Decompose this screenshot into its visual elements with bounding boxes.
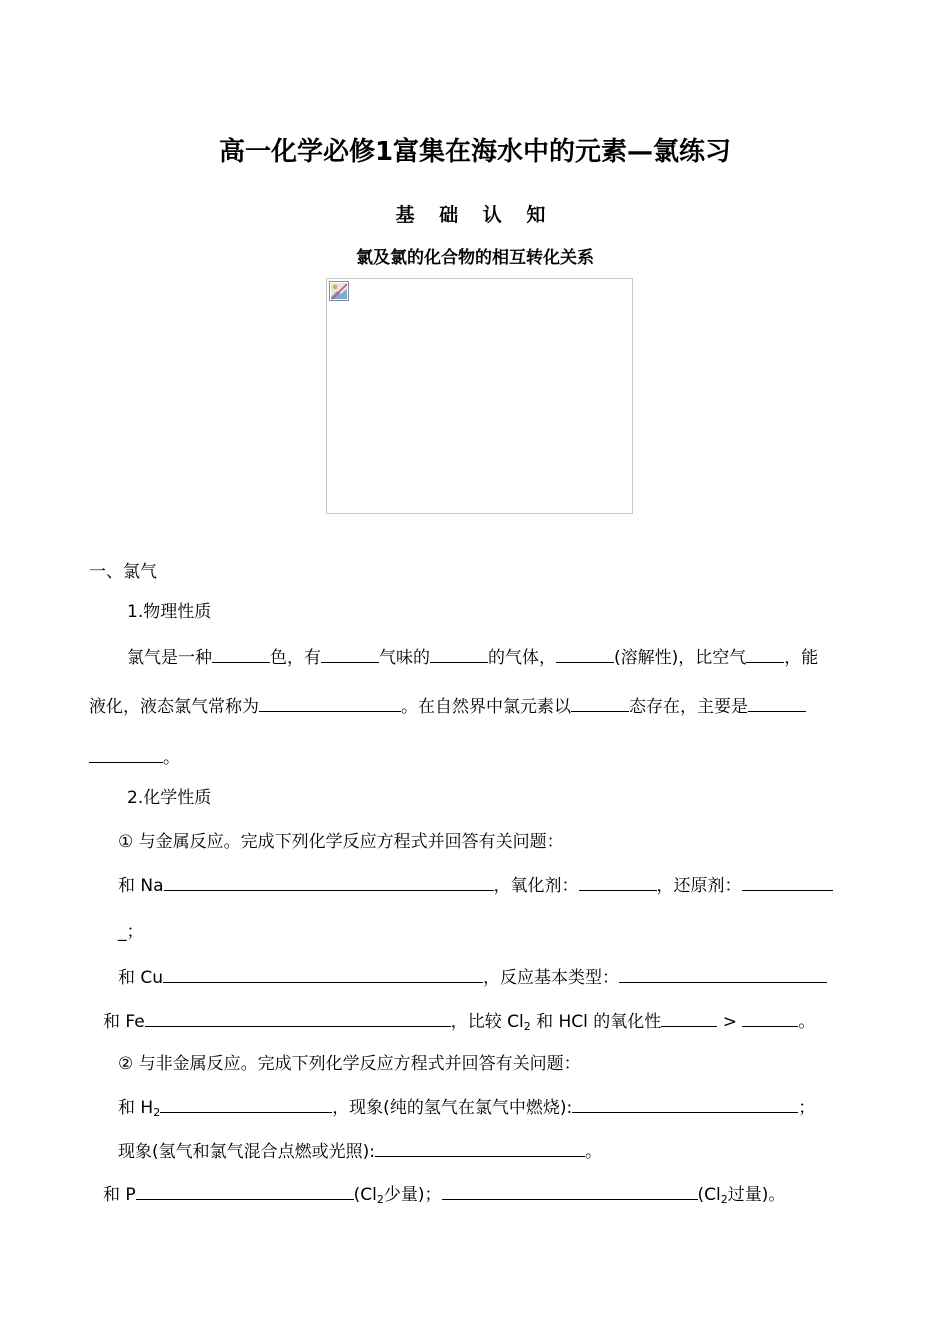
subscript: 2 bbox=[153, 1106, 161, 1119]
text-segment: 和 HCl 的氧化性 bbox=[530, 1012, 662, 1032]
text-segment: 态存在，主要是 bbox=[629, 697, 748, 717]
reaction-with-cu bbox=[118, 965, 827, 989]
subscript: 2 bbox=[376, 1193, 384, 1206]
document-title: 高一化学必修1富集在海水中的元素—氯练习 bbox=[218, 137, 732, 167]
text-segment: 和 H bbox=[118, 1098, 154, 1118]
text-segment: 液化，液态氯气常称为 bbox=[89, 697, 259, 717]
text-segment: ，反应基本类型： bbox=[483, 968, 620, 988]
section-heading-chlorine: 一、氯气 bbox=[89, 562, 157, 582]
subscript: 2 bbox=[523, 1020, 531, 1033]
answer-blank-p-less-cl2[interactable] bbox=[136, 1182, 354, 1200]
physical-properties-heading: 1.物理性质 bbox=[127, 602, 212, 622]
text-segment: 。 bbox=[798, 1012, 816, 1032]
text-segment: 气味的 bbox=[379, 648, 430, 668]
answer-blank-na-equation[interactable] bbox=[164, 873, 494, 891]
text-segment: 少量)； bbox=[383, 1185, 442, 1205]
text-segment: 和 P bbox=[103, 1185, 136, 1205]
diagram-image-placeholder bbox=[326, 278, 633, 514]
nonmetal-reaction-intro: ② 与非金属反应。完成下列化学反应方程式并回答有关问题： bbox=[118, 1054, 581, 1074]
answer-blank-stronger-oxidant[interactable] bbox=[661, 1009, 717, 1027]
reaction-with-p bbox=[103, 1182, 785, 1206]
text-segment: (Cl bbox=[697, 1185, 721, 1205]
text-segment: 现象(氢气和氯气混合点燃或光照): bbox=[118, 1142, 375, 1162]
diagram-caption: 氯及氯的化合物的相互转化关系 bbox=[356, 248, 594, 268]
text-segment: 过量)。 bbox=[727, 1185, 786, 1205]
text-segment: ，能 bbox=[784, 648, 819, 668]
answer-blank-property[interactable] bbox=[430, 645, 488, 663]
answer-blank-h2-phenomenon[interactable] bbox=[572, 1095, 798, 1113]
text-segment: (Cl bbox=[353, 1185, 377, 1205]
answer-blank-h2-equation[interactable] bbox=[160, 1095, 332, 1113]
text-segment: 和 Na bbox=[118, 876, 164, 896]
answer-blank-cu-equation[interactable] bbox=[163, 965, 483, 983]
answer-blank-solubility[interactable] bbox=[556, 645, 614, 663]
answer-blank-liquid-chlorine[interactable] bbox=[259, 694, 401, 712]
text-segment: 氯气是一种 bbox=[127, 648, 212, 668]
answer-blank-na-reductant[interactable] bbox=[742, 873, 833, 891]
physical-property-line-2 bbox=[89, 694, 806, 718]
answer-blank-mixture-phenomenon[interactable] bbox=[375, 1139, 585, 1157]
answer-blank-main-form[interactable] bbox=[748, 694, 806, 712]
text-segment: ，比较 Cl bbox=[450, 1012, 524, 1032]
text-segment: (溶解性)，比空气 bbox=[614, 648, 747, 668]
mixture-phenomenon bbox=[118, 1139, 602, 1163]
answer-blank-fe-equation[interactable] bbox=[145, 1009, 451, 1027]
answer-blank-odor[interactable] bbox=[321, 645, 379, 663]
metal-reaction-intro: ① 与金属反应。完成下列化学反应方程式并回答有关问题： bbox=[118, 832, 564, 852]
reaction-with-h2 bbox=[118, 1095, 815, 1119]
answer-blank-state[interactable] bbox=[571, 694, 629, 712]
answer-blank-main-form-cont[interactable] bbox=[89, 745, 163, 763]
text-segment: > bbox=[717, 1012, 743, 1032]
text-segment: 。 bbox=[585, 1142, 602, 1162]
text-segment: 和 Fe bbox=[103, 1012, 145, 1032]
section-title: 基 础 认 知 bbox=[395, 204, 555, 226]
answer-blank-p-excess-cl2[interactable] bbox=[442, 1182, 698, 1200]
reaction-with-fe bbox=[103, 1009, 815, 1033]
text-segment: 。 bbox=[163, 748, 180, 768]
reaction-with-na-cont: _； bbox=[118, 922, 144, 942]
text-segment: 色，有 bbox=[270, 648, 321, 668]
answer-blank-color[interactable] bbox=[212, 645, 270, 663]
text-segment: 和 Cu bbox=[118, 968, 164, 988]
text-segment: ，还原剂： bbox=[656, 876, 742, 896]
physical-property-line-3 bbox=[89, 745, 180, 769]
text-segment: 。在自然界中氯元素以 bbox=[401, 697, 571, 717]
answer-blank-weaker-oxidant[interactable] bbox=[742, 1009, 798, 1027]
physical-property-line-1 bbox=[127, 645, 818, 669]
chemical-properties-heading: 2.化学性质 bbox=[127, 788, 212, 808]
broken-image-icon bbox=[329, 281, 349, 301]
text-segment: ，现象(纯的氢气在氯气中燃烧): bbox=[332, 1098, 573, 1118]
text-segment: ； bbox=[798, 1098, 816, 1118]
answer-blank-cu-reaction-type[interactable] bbox=[619, 965, 827, 983]
text-segment: 的气体， bbox=[488, 648, 556, 668]
answer-blank-density[interactable] bbox=[746, 645, 784, 663]
text-segment: ，氧化剂： bbox=[493, 876, 579, 896]
subscript: 2 bbox=[720, 1193, 728, 1206]
answer-blank-na-oxidant[interactable] bbox=[579, 873, 657, 891]
reaction-with-na bbox=[118, 873, 833, 897]
